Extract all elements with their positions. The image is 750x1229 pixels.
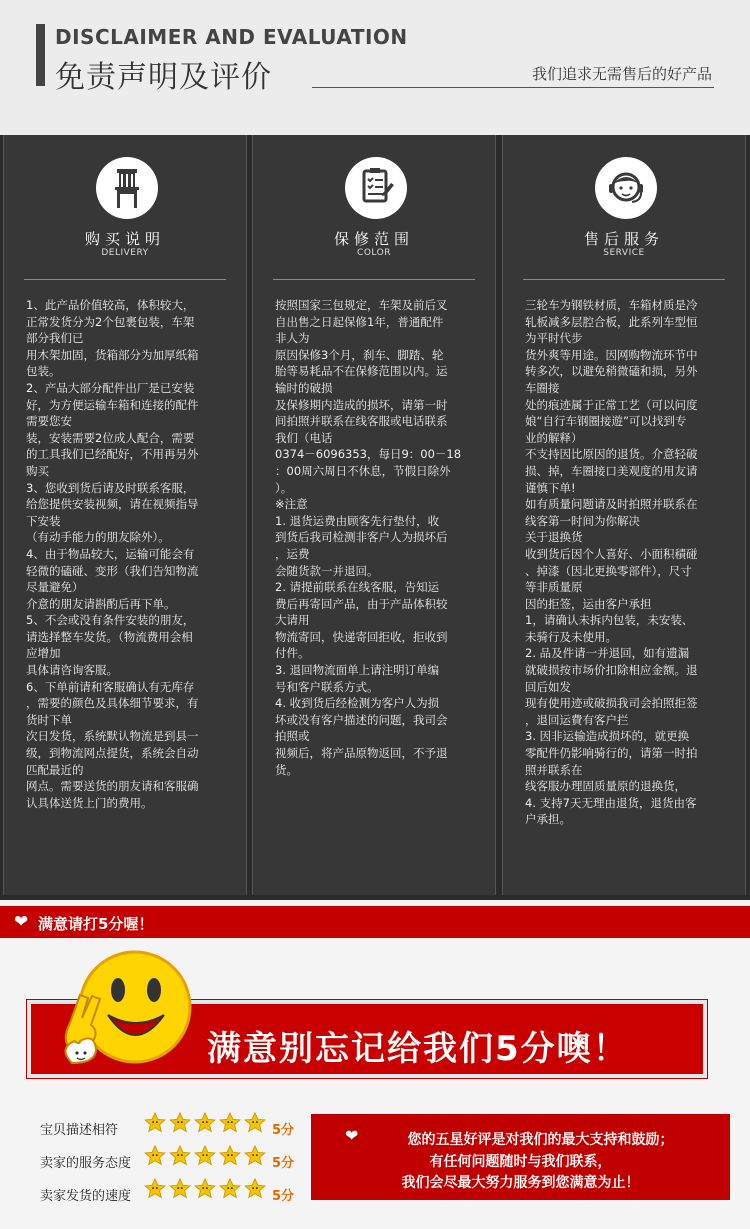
header	[0, 0, 750, 135]
panel-text-line: 尽量避免）	[26, 580, 84, 595]
panel-divider	[273, 279, 475, 280]
panel-text-line: 应增加	[26, 646, 61, 661]
panel-text-line: 原因保修3个月，刹车、脚踏、轮	[275, 347, 444, 362]
panel-text-line: ，运费	[275, 546, 310, 561]
panel-text-line: 1. 退货运费由顾客先行垫付，收	[275, 513, 440, 528]
panel-text-line: （有动手能力的朋友除外）。	[26, 530, 170, 545]
panel-text-line: 1、此产品价值较高，体积较大，	[26, 298, 195, 312]
chair-icon	[96, 157, 158, 219]
panel-text-line: 关于退换货	[525, 530, 583, 545]
score-label: 卖家的服务态度	[40, 1156, 132, 1171]
panel-text-line: 3、您收到货后请及时联系客服，	[26, 480, 195, 495]
panel-service	[502, 135, 746, 895]
panel-text-line: 部分我们已	[26, 331, 84, 346]
message-line: 有任何问题随时与我们联系，	[429, 1154, 612, 1170]
panel-text-line: 认具体送货上门的费用。	[26, 795, 153, 810]
panel-text-line: 下安装	[26, 513, 61, 528]
panel-text-line: 回后如发	[525, 679, 571, 694]
customer-service-icon	[595, 157, 657, 219]
panel-text-line: 现有使用迹或破损我司会拍照拒签	[525, 696, 698, 711]
panel-title: 购买说明	[84, 230, 165, 248]
star-icon	[194, 1178, 216, 1200]
panel-text-line: 如有质量问题请及时拍照并联系在	[525, 497, 698, 512]
score-value: 5分	[272, 1189, 295, 1204]
checklist-icon	[345, 157, 407, 219]
panel-text-line: 零配件仍影响骑行的，请第一时拍	[525, 746, 698, 761]
panel-divider	[24, 279, 226, 280]
info-panels	[0, 135, 750, 900]
score-value: 5分	[272, 1156, 295, 1171]
panel-text-line: 处的痕迹属于正常工艺（可以问度	[525, 397, 698, 412]
panel-text-line: 用木架加固，货箱部分为加厚纸箱	[26, 347, 199, 362]
star-icon	[169, 1112, 191, 1134]
heart-icon: ❤	[345, 1126, 359, 1145]
panel-text-line: 因的拒签，运由客户承担	[525, 596, 652, 611]
star-icon	[219, 1178, 241, 1200]
score-row	[40, 1112, 310, 1142]
panel-text-line: 会随货款一并退回。	[275, 563, 379, 578]
panel-text-line: 按照国家三包规定，车架及前后叉	[275, 298, 448, 312]
panel-text-line: 未骑行及未使用。	[525, 629, 617, 644]
panel-text-line: 我们（电话	[275, 430, 333, 445]
panel-text-line: 谨慎下单!	[525, 480, 576, 495]
rating-top-bar	[0, 906, 750, 938]
panel-text-line: 2. 请提前联系在线客服，告知运	[275, 580, 440, 595]
panel-text-line: 轧板减多层腔合板，此系列车型恒	[525, 314, 698, 329]
panel-text-line: 、掉漆（因北更换零部件），尺寸	[525, 563, 692, 578]
panel-text-line: 请选择整车发货。（物流费用会相	[26, 629, 193, 644]
message-line: 我们会尽最大努力服务到您满意为止！	[401, 1175, 640, 1191]
panel-text-line: ）。	[275, 480, 293, 495]
panel-text-line: 物流寄回，快递寄回拒收，拒收到	[275, 629, 448, 644]
panel-text-line: 就破损按市场价扣除相应金额。退	[525, 663, 698, 678]
panel-text-line: 6、下单前请和客服确认有无库存	[26, 679, 195, 694]
panel-text-line: ：00周六周日不休息，节假日除外	[275, 463, 451, 478]
panel-text-line: 轻微的磕碰、变形（我们告知物流	[26, 563, 199, 578]
rating-message-box	[311, 1114, 730, 1200]
panel-text-line: 装，安装需要2位成人配合，需要	[26, 430, 195, 445]
panel-text-line: 货时下单	[26, 712, 72, 727]
panel-text-line: 收到货后因个人喜好、小面积積碰	[525, 546, 698, 561]
panel-body	[525, 297, 735, 828]
panel-text-line: 号和客户联系方式。	[275, 679, 379, 694]
score-label: 卖家发货的速度	[40, 1189, 132, 1204]
panel-text-line: 货外爽等用途。因网购物流环节中	[525, 347, 698, 362]
panel-text-line: 视频后，将产品原物返回，不予退	[275, 746, 448, 761]
star-icon	[194, 1112, 216, 1134]
score-value: 5分	[272, 1123, 295, 1138]
panel-text-line: ，需要的颜色及具体细节要求，有	[26, 696, 199, 711]
panel-text-line: 及保修期内造成的损坏，请第一时	[275, 397, 448, 412]
panel-warranty	[252, 135, 496, 895]
star-icon	[144, 1178, 166, 1200]
panel-title-en: SERVICE	[603, 248, 645, 258]
rating-banner-text: 满意别忘记给我们5分噢！	[207, 1029, 629, 1069]
star-icon	[194, 1145, 216, 1167]
panel-text-line: 非人为	[275, 331, 310, 346]
panel-text-line: 业的解释）	[525, 430, 583, 445]
panel-text-line: 3. 退回物流面单上请注明订单编	[275, 663, 440, 678]
panel-text-line: 购买	[26, 463, 49, 478]
score-label: 宝贝描述相符	[40, 1123, 119, 1138]
panel-text-line: 具体请咨询客服。	[26, 663, 118, 678]
panel-text-line: 1，请确认未拆内包装，未安装、	[525, 613, 694, 628]
panel-text-line: 2. 品及件请一并退回，如有遗漏	[525, 646, 690, 661]
star-icon	[219, 1145, 241, 1167]
panel-text-line: 级，到物流网点提货，系统会自动	[26, 746, 199, 761]
panel-title-en: DELIVERY	[101, 248, 149, 258]
panel-text-line: 网点。需要送货的朋友请和客服确	[26, 779, 199, 794]
panel-text-line: 匹配最近的	[26, 762, 84, 777]
panel-text-line: 车圈接	[525, 380, 560, 395]
panel-text-line: 介意的朋友请斟酌后再下单。	[26, 596, 176, 611]
panel-text-line: 4. 收到货后经检测为客户人为损	[275, 696, 440, 711]
panel-text-line: 3. 因非运输造成损坏的，就更换	[525, 729, 690, 744]
panel-text-line: 为平时代步	[525, 331, 583, 346]
panel-text-line: 的工具我们已经配好，不用再另外	[26, 447, 199, 462]
heart-icon: ❤	[14, 912, 29, 932]
panel-text-line: 2、产品大部分配件出厂是已安装	[26, 380, 195, 395]
star-icon	[244, 1145, 266, 1167]
score-row	[40, 1145, 310, 1175]
panel-text-line: 转多次，以避免稍微磕和损，另外	[525, 364, 698, 379]
panel-text-line: 到货后我司检测非客户人为损坏后	[275, 530, 448, 545]
rating-top-bar-text: 满意请打5分喔！	[38, 915, 154, 933]
panel-text-line: 付件。	[275, 646, 310, 661]
header-subtitle: 我们追求无需售后的好产品	[531, 65, 712, 83]
star-icon	[219, 1112, 241, 1134]
panel-title-en: COLOR	[357, 248, 391, 258]
star-icon	[144, 1112, 166, 1134]
message-line: 您的五星好评是对我们的最大支持和鼓励；	[407, 1132, 674, 1148]
panel-text-line: 拍照或	[275, 729, 310, 744]
panel-text-line: 自出售之日起保修1年，普通配件	[275, 314, 444, 329]
star-icon	[144, 1145, 166, 1167]
panel-text-line: 坏或没有客户描述的问题，我司会	[275, 712, 448, 727]
panel-text-line: 娘“自行车钢圈接遊”可以找到专	[525, 414, 687, 429]
panel-text-line: 4. 支持7天无理由退货，退货由客	[525, 795, 697, 810]
header-title-zh: 免责声明及评价	[55, 60, 272, 95]
panel-text-line: 线客服办理固质量原的退换货，	[525, 779, 686, 794]
smiley-thumbs-icon	[50, 945, 200, 1095]
header-accent-bar	[36, 24, 45, 86]
panel-text-line: 损、掉，车圈接口美观度的用友请	[525, 463, 698, 478]
panel-text-line: 输时的破损	[275, 380, 333, 395]
panel-text-line: 照并联系在	[525, 762, 583, 777]
panel-title: 售后服务	[583, 230, 664, 248]
panel-text-line: 货。	[275, 762, 298, 777]
panel-text-line: 4、由于物品较大，运输可能会有	[26, 546, 195, 561]
panel-text-line: 三轮车为钢铁材质，车箱材质是冷	[525, 298, 698, 312]
panel-delivery	[3, 135, 247, 895]
panel-text-line: 户承担。	[525, 812, 571, 827]
header-divider	[312, 87, 714, 88]
panel-body	[26, 297, 236, 811]
rating-section	[0, 900, 750, 1229]
panel-text-line: ，退回运費有客户拦	[525, 712, 629, 727]
star-icon	[169, 1145, 191, 1167]
score-row	[40, 1178, 310, 1208]
panel-text-line: 需要您安	[26, 414, 72, 429]
panel-text-line: 不支持因比原因的退货。介意轻破	[525, 447, 698, 462]
panel-text-line: 好，为方便运输车箱和连接的配件	[26, 397, 199, 412]
panel-text-line: 给您提供安装视频，请在视频指导	[26, 497, 199, 512]
panel-text-line: 次日发货，系统默认物流是到县一	[26, 729, 199, 744]
panel-text-line: 等非质量原	[525, 580, 583, 595]
panel-text-line: 胎等易耗品不在保修范围以内。运	[275, 364, 448, 379]
panel-text-line: 正常发货分为2个包裹包装，车架	[26, 314, 195, 329]
star-icon	[244, 1178, 266, 1200]
panel-body	[275, 297, 485, 778]
star-icon	[244, 1112, 266, 1134]
panel-text-line: 间拍照并联系在线客服或电话联系	[275, 414, 448, 429]
panel-text-line: 包装。	[26, 364, 61, 379]
panel-text-line: 0374－6096353，每日9：00－18	[275, 447, 462, 462]
panel-text-line: 费后再寄回产品，由于产品体积较	[275, 596, 448, 611]
panel-text-line: ※注意	[275, 497, 308, 512]
star-icon	[169, 1178, 191, 1200]
header-title-en: DISCLAIMER AND EVALUATION	[55, 25, 408, 49]
panel-divider	[523, 279, 725, 280]
panel-title: 保修范围	[333, 230, 414, 248]
panel-text-line: 线客第一时间为你解决	[525, 513, 640, 528]
panel-text-line: 大请用	[275, 613, 310, 628]
panel-text-line: 5、不会或没有条件安装的朋友，	[26, 613, 195, 628]
